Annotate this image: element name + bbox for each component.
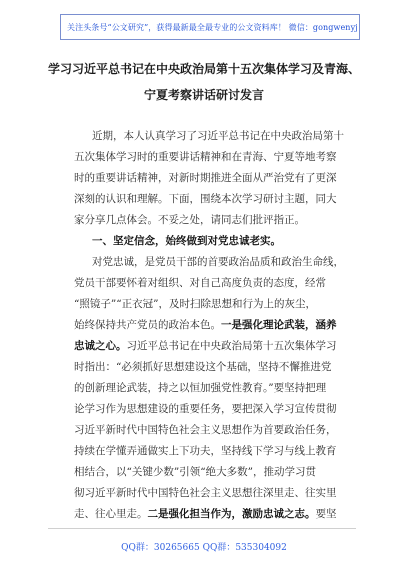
paragraph-line: 近期，本人认真学习了习近平总书记在中央政治局第十 bbox=[92, 130, 344, 142]
paragraph-line: 相结合，以“关键少数”引领“绝大多数”，推动学习贯 bbox=[74, 466, 316, 478]
paragraph-line bbox=[74, 508, 337, 520]
paragraph-line: 党员干部要怀着对组织、对自己高度负责的态度，经常 bbox=[74, 277, 326, 289]
footer-divider bbox=[48, 528, 356, 529]
paragraph-line: 家分享几点体会。不妥之处，请同志们批评指正。 bbox=[74, 214, 305, 226]
paragraph-line bbox=[74, 319, 337, 331]
emphasis-text: 忠诚之心。 bbox=[74, 340, 127, 352]
paragraph-line: 习近平新时代中国特色社会主义思想作为首要政治任务， bbox=[74, 424, 337, 436]
paragraph-line: 的创新理论武装，持之以恒加强党性教育。”要坚持把理 bbox=[74, 382, 327, 394]
document-title-line-1: 学习习近平总书记在中央政治局第十五次集体学习及青海、 bbox=[47, 62, 360, 76]
paragraph-line: 论学习作为思想建设的重要任务，要把深入学习宣传贯彻 bbox=[74, 403, 337, 415]
paragraph-text: 要坚 bbox=[315, 508, 337, 520]
paragraph-line: “照镜子”“正衣冠”，及时扫除思想和行为上的灰尘， bbox=[74, 298, 316, 310]
section-heading: 一、坚定信念，始终做到对党忠诚老实。 bbox=[92, 235, 281, 247]
emphasis-text: 一是强化理论武装，涵养 bbox=[221, 319, 337, 331]
paragraph-text: 习近平总书记在中央政治局第十五次集体学习 bbox=[126, 340, 337, 352]
paragraph-line: 持续在学懂弄通做实上下功夫，坚持线下学习与线上教育 bbox=[74, 445, 337, 457]
paragraph-line bbox=[74, 340, 337, 352]
footer-contact: QQ群：30265665 QQ群：535304092 bbox=[121, 543, 287, 553]
document-title-line-2: 宁夏考察讲话研讨发言 bbox=[143, 88, 264, 102]
emphasis-text: 二是强化担当作为，激励忠诚之志。 bbox=[147, 508, 316, 520]
header-banner-text: 关注头条号“公文研究”，获得最新最全最专业的公文资料库！ 微信：gongwenyj bbox=[67, 23, 358, 32]
paragraph-line: 彻习近平新时代中国特色社会主义思想往深里走、往实里 bbox=[74, 487, 337, 499]
paragraph-line: 深刻的认识和理解。下面，围绕本次学习研讨主题，同大 bbox=[74, 193, 337, 205]
paragraph-text: 走、往心里走。 bbox=[74, 508, 148, 520]
paragraph-line: 对党忠诚，是党员干部的首要政治品质和政治生命线， bbox=[92, 256, 344, 268]
paragraph-text: 始终保持共产党员的政治本色。 bbox=[74, 319, 221, 331]
paragraph-line: 五次集体学习时的重要讲话精神和在青海、宁夏等地考察 bbox=[74, 151, 337, 163]
paragraph-line: 时指出：“必须抓好思想建设这个基础，坚持不懈推进党 bbox=[74, 361, 332, 373]
paragraph-line: 时的重要讲话精神，对新时期推进全面从严治党有了更深 bbox=[74, 172, 337, 184]
header-banner bbox=[60, 14, 360, 40]
